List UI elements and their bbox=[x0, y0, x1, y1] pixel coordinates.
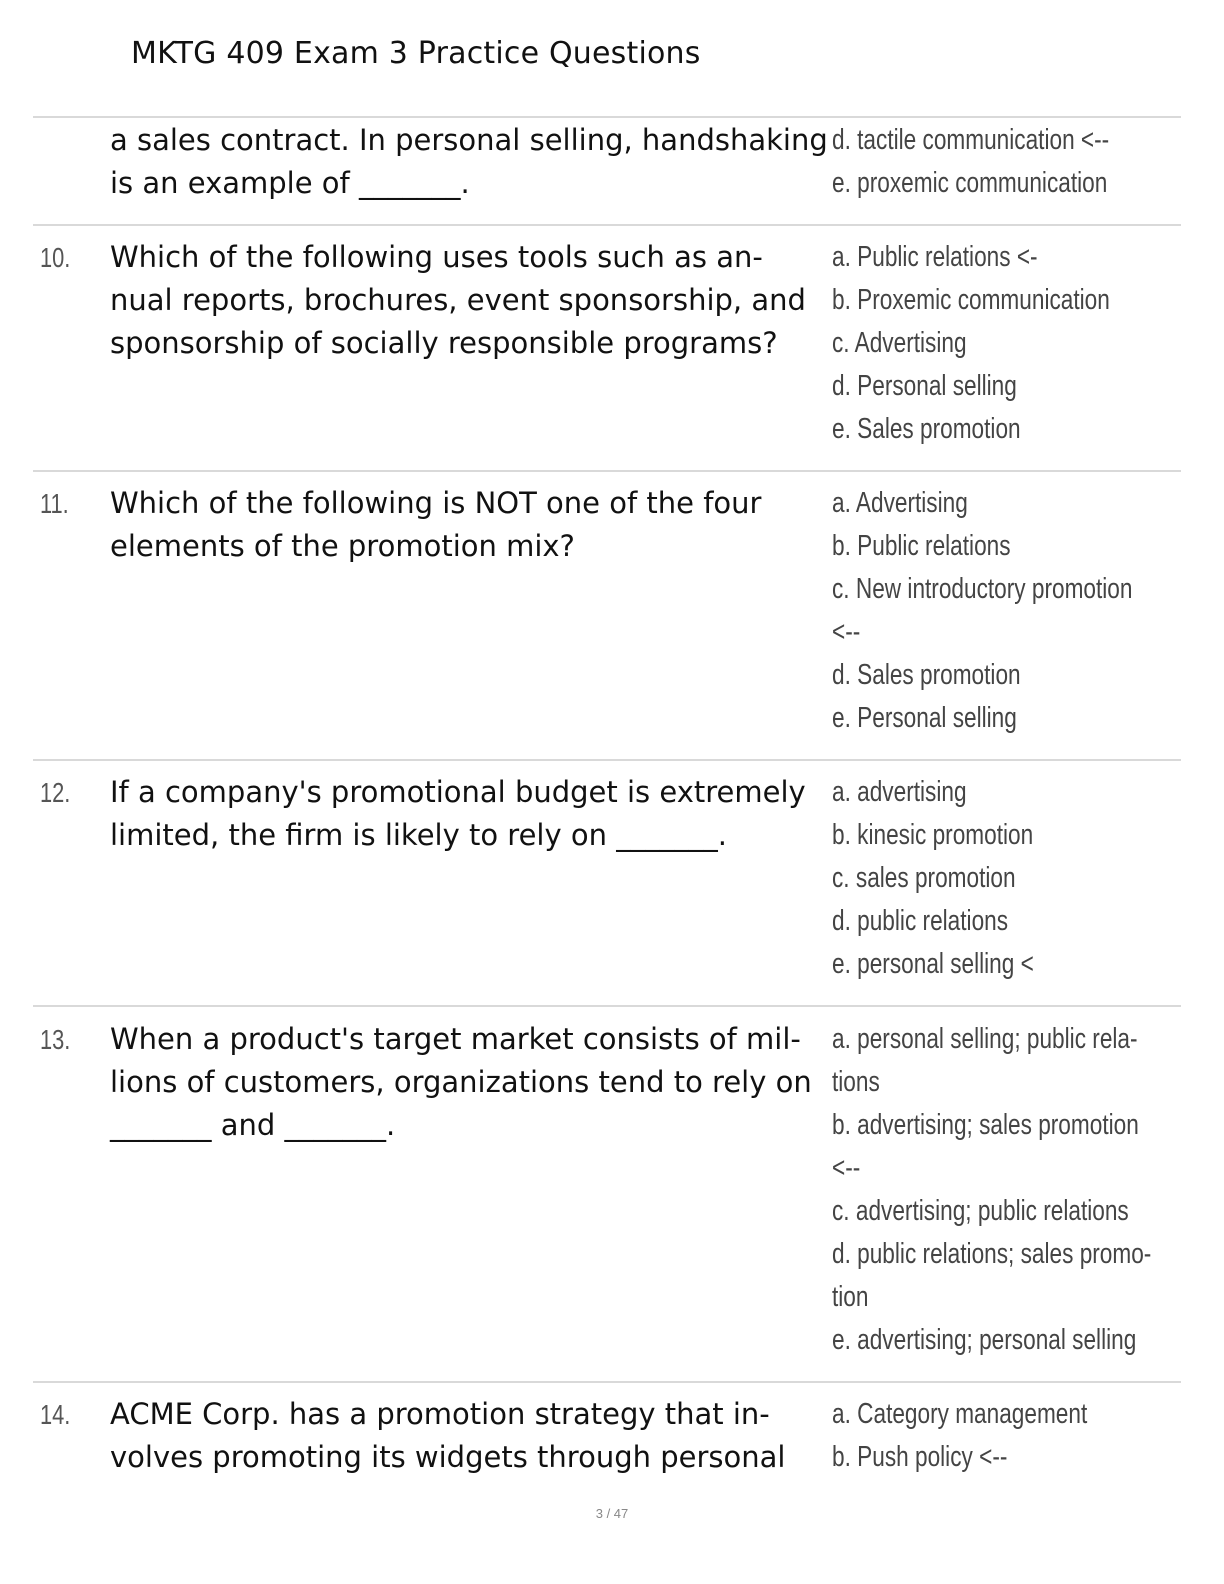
question-line: If a company's promotional budget is extremely bbox=[110, 775, 806, 809]
answer-option: e. advertising; personal selling bbox=[832, 1324, 1137, 1356]
question-number: 13. bbox=[40, 1024, 71, 1055]
answer-option: a. Advertising bbox=[832, 487, 968, 519]
answer-option: d. public relations; sales promo- bbox=[832, 1238, 1152, 1270]
answer-option: d. public relations bbox=[832, 905, 1009, 937]
answer-option: c. Advertising bbox=[832, 327, 967, 359]
divider bbox=[33, 116, 1181, 118]
question-text-continued bbox=[110, 119, 828, 205]
question-line: Which of the following uses tools such as an- bbox=[110, 240, 763, 274]
answer-option: <-- bbox=[832, 1152, 861, 1184]
answer-option: b. Public relations bbox=[832, 530, 1011, 562]
answer-option: e. personal selling < bbox=[832, 948, 1034, 980]
answer-option: a. Category management bbox=[832, 1398, 1088, 1430]
answer-options bbox=[832, 482, 1162, 740]
answer-options bbox=[832, 236, 1162, 451]
answer-option: d. Sales promotion bbox=[832, 659, 1021, 691]
answer-option: e. Personal selling bbox=[832, 702, 1017, 734]
divider bbox=[33, 224, 1181, 226]
answer-option: b. Proxemic communication bbox=[832, 284, 1110, 316]
question-text bbox=[110, 1018, 825, 1147]
answer-option: tion bbox=[832, 1281, 869, 1313]
answer-option: b. advertising; sales promotion bbox=[832, 1109, 1139, 1141]
question-number: 14. bbox=[40, 1399, 71, 1430]
question-line: volves promoting its widgets through personal bbox=[110, 1440, 786, 1474]
question-number: 10. bbox=[40, 242, 71, 273]
divider bbox=[33, 470, 1181, 472]
question-number: 12. bbox=[40, 777, 71, 808]
answer-option: d. Personal selling bbox=[832, 370, 1017, 402]
answer-option: e. Sales promotion bbox=[832, 413, 1021, 445]
question-text bbox=[110, 1393, 825, 1479]
page-title: MKTG 409 Exam 3 Practice Questions bbox=[131, 36, 701, 71]
question-line: _______ and _______. bbox=[110, 1108, 396, 1142]
divider bbox=[33, 759, 1181, 761]
question-line: a sales contract. In personal selling, handshaking bbox=[110, 123, 828, 157]
question-number: 11. bbox=[40, 488, 69, 519]
answer-option: tions bbox=[832, 1066, 880, 1098]
question-line: Which of the following is NOT one of the four bbox=[110, 486, 762, 520]
question-line: nual reports, brochures, event sponsorship, and bbox=[110, 283, 806, 317]
question-line: When a product's target market consists of mil- bbox=[110, 1022, 801, 1056]
question-text bbox=[110, 771, 825, 857]
answer-options bbox=[832, 771, 1162, 986]
answer-options bbox=[832, 1393, 1162, 1479]
answer-option: a. advertising bbox=[832, 776, 967, 808]
page-number: 3 / 47 bbox=[595, 1506, 629, 1521]
answer-option: a. Public relations <- bbox=[832, 241, 1038, 273]
question-line: sponsorship of socially responsible programs? bbox=[110, 326, 778, 360]
answer-options bbox=[832, 119, 1162, 205]
answer-option: d. tactile communication <-- bbox=[832, 124, 1110, 156]
question-line: limited, the firm is likely to rely on _______. bbox=[110, 818, 727, 852]
answer-option: c. advertising; public relations bbox=[832, 1195, 1129, 1227]
question-line: is an example of _______. bbox=[110, 166, 470, 200]
question-line: elements of the promotion mix? bbox=[110, 529, 575, 563]
question-text bbox=[110, 236, 825, 365]
question-text bbox=[110, 482, 825, 568]
divider bbox=[33, 1005, 1181, 1007]
answer-option: c. sales promotion bbox=[832, 862, 1016, 894]
question-line: lions of customers, organizations tend to rely on bbox=[110, 1065, 812, 1099]
answer-option: e. proxemic communication bbox=[832, 167, 1108, 199]
answer-option: c. New introductory promotion bbox=[832, 573, 1133, 605]
answer-option: b. Push policy <-- bbox=[832, 1441, 1008, 1473]
question-line: ACME Corp. has a promotion strategy that in- bbox=[110, 1397, 770, 1431]
answer-options bbox=[832, 1018, 1162, 1362]
answer-option: a. personal selling; public rela- bbox=[832, 1023, 1138, 1055]
divider bbox=[33, 1381, 1181, 1383]
answer-option: b. kinesic promotion bbox=[832, 819, 1034, 851]
answer-option: <-- bbox=[832, 616, 861, 648]
